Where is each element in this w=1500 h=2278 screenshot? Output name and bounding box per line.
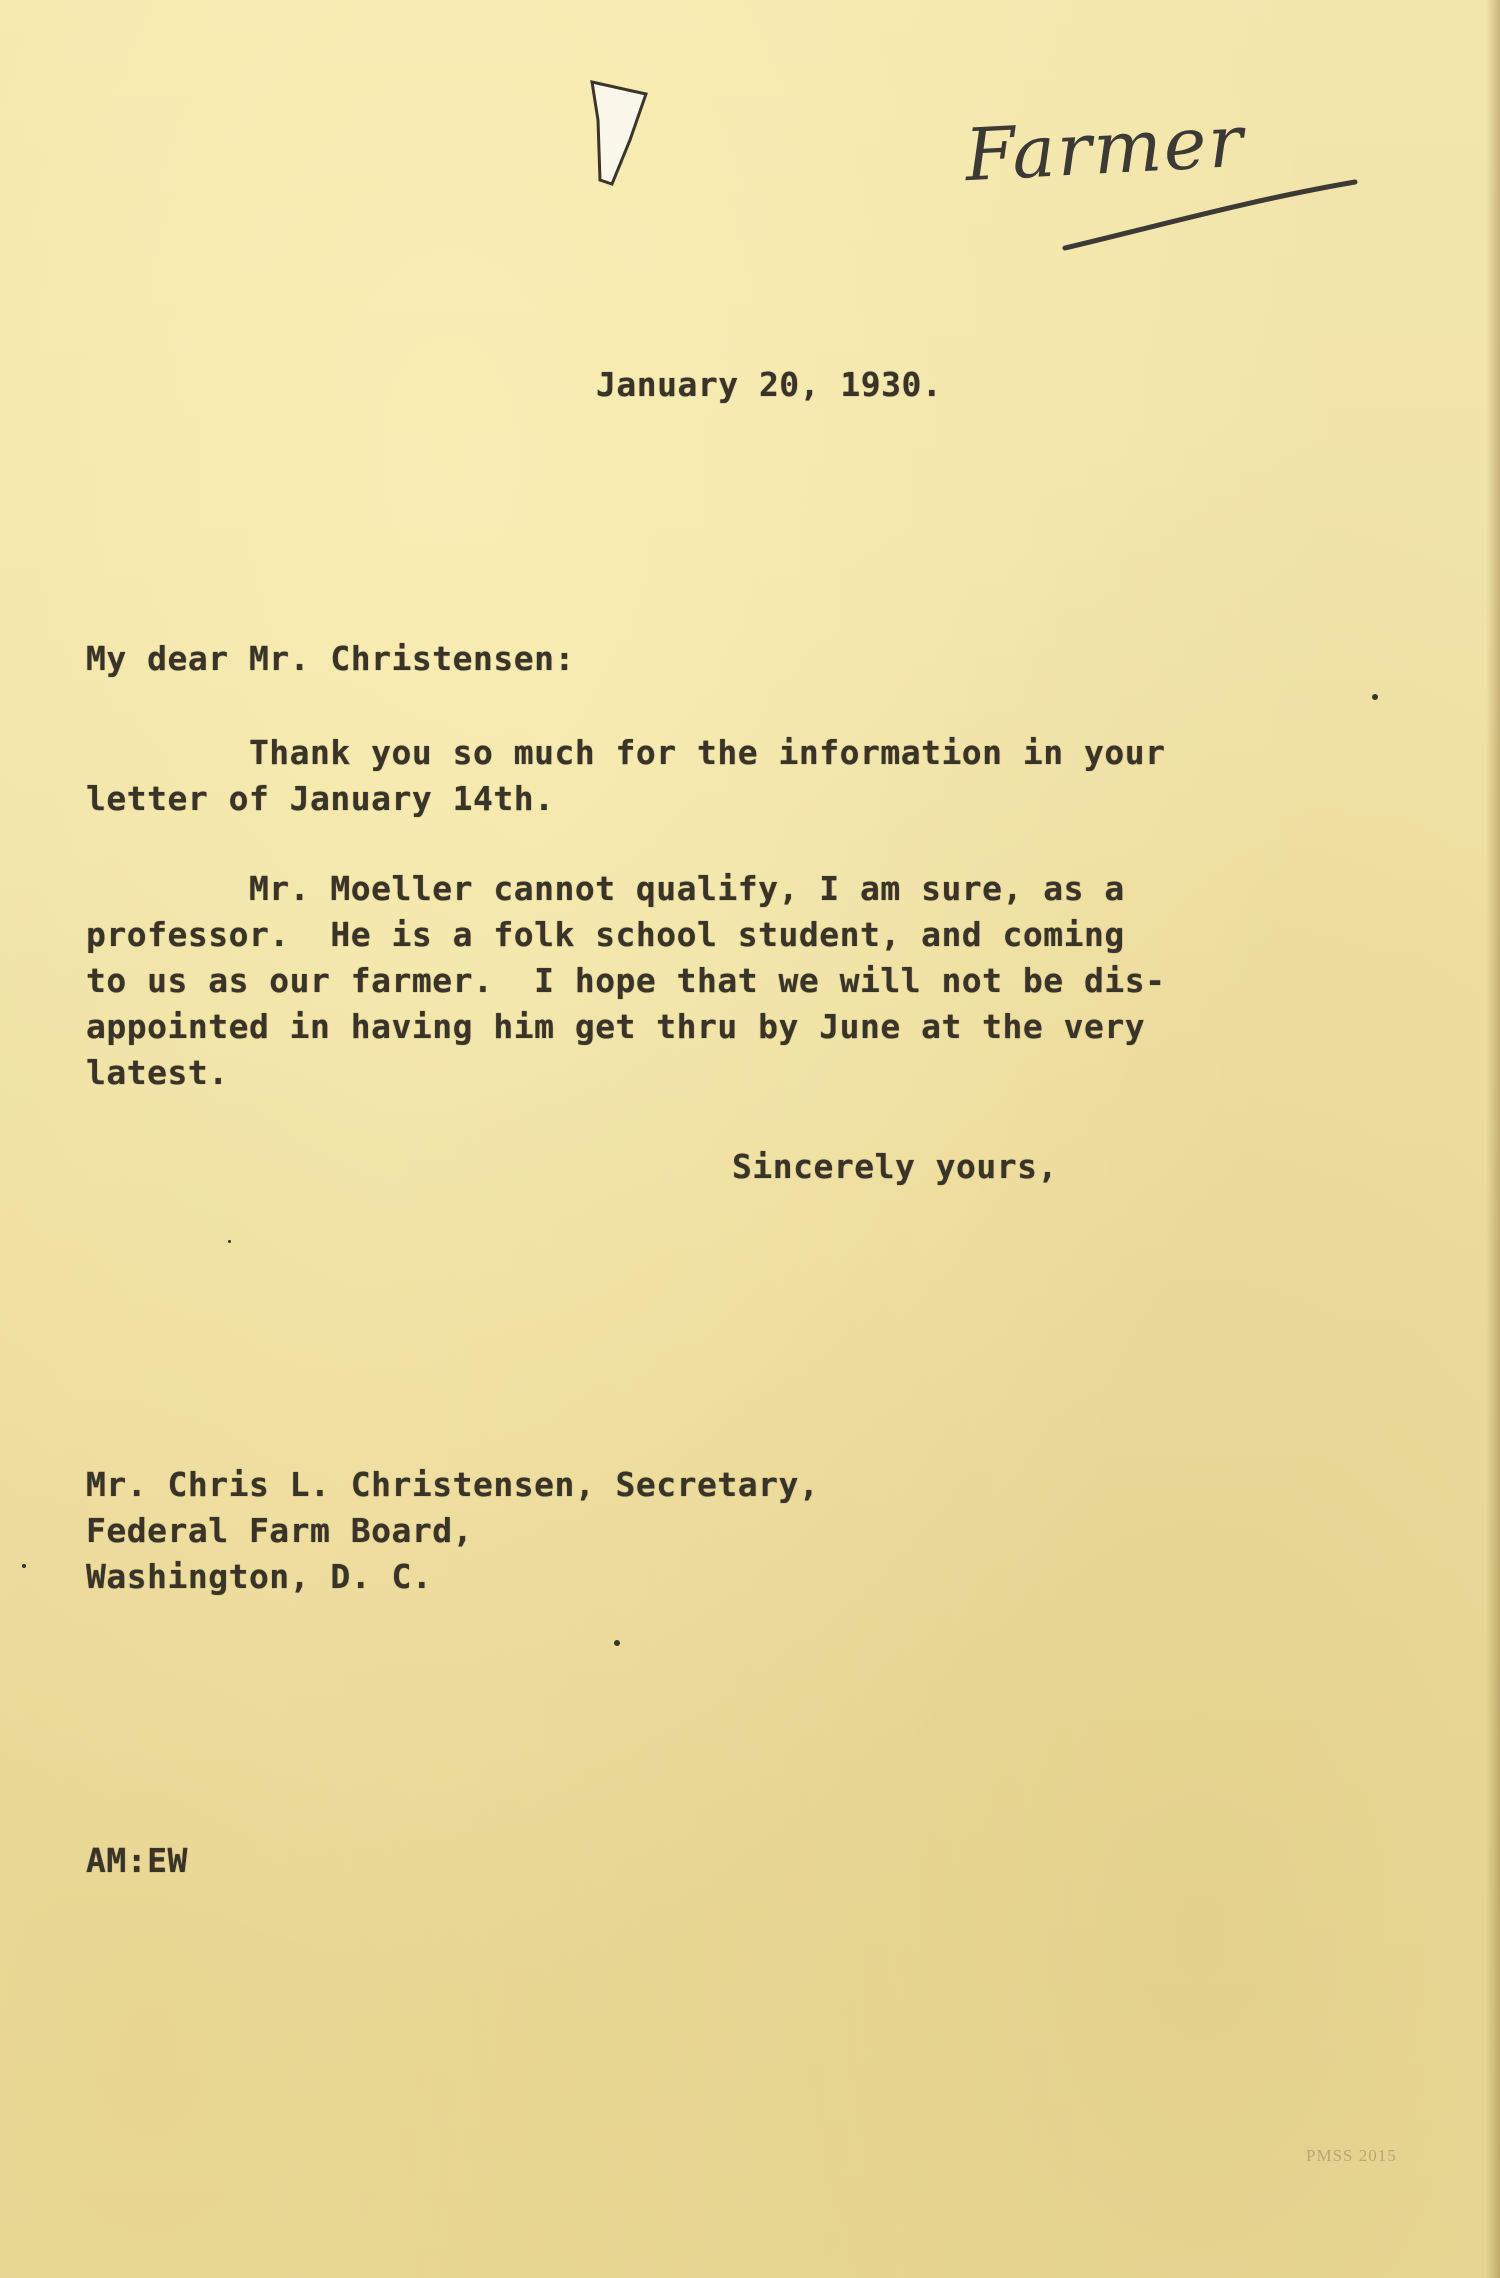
body-line: letter of January 14th. bbox=[86, 779, 555, 818]
handwritten-annotation: Farmer bbox=[962, 98, 1247, 198]
ink-speck bbox=[22, 1564, 26, 1568]
address-line: Federal Farm Board, bbox=[86, 1511, 473, 1550]
salutation: My dear Mr. Christensen: bbox=[86, 639, 575, 678]
closing: Sincerely yours, bbox=[732, 1147, 1058, 1186]
handwritten-underline bbox=[950, 100, 1370, 280]
ink-speck bbox=[614, 1640, 620, 1646]
body-line: professor. He is a folk school student, and coming bbox=[86, 915, 1125, 954]
body-line: appointed in having him get thru by June at the very bbox=[86, 1007, 1146, 1046]
body-line: to us as our farmer. I hope that we will not be dis- bbox=[86, 961, 1166, 1000]
address-line: Washington, D. C. bbox=[86, 1557, 433, 1596]
body-line: Thank you so much for the information in your bbox=[86, 733, 1166, 772]
ink-speck bbox=[228, 1240, 231, 1243]
paper-edge-shadow bbox=[1486, 0, 1500, 2278]
typist-initials: AM:EW bbox=[86, 1841, 188, 1880]
address-line: Mr. Chris L. Christensen, Secretary, bbox=[86, 1465, 820, 1504]
letter-date: January 20, 1930. bbox=[596, 365, 943, 404]
ink-speck bbox=[1372, 694, 1378, 700]
archive-watermark: PMSS 2015 bbox=[1306, 2146, 1397, 2165]
paper-tear-mark bbox=[590, 80, 650, 190]
body-line: latest. bbox=[86, 1053, 229, 1092]
body-line: Mr. Moeller cannot qualify, I am sure, as a bbox=[86, 869, 1125, 908]
